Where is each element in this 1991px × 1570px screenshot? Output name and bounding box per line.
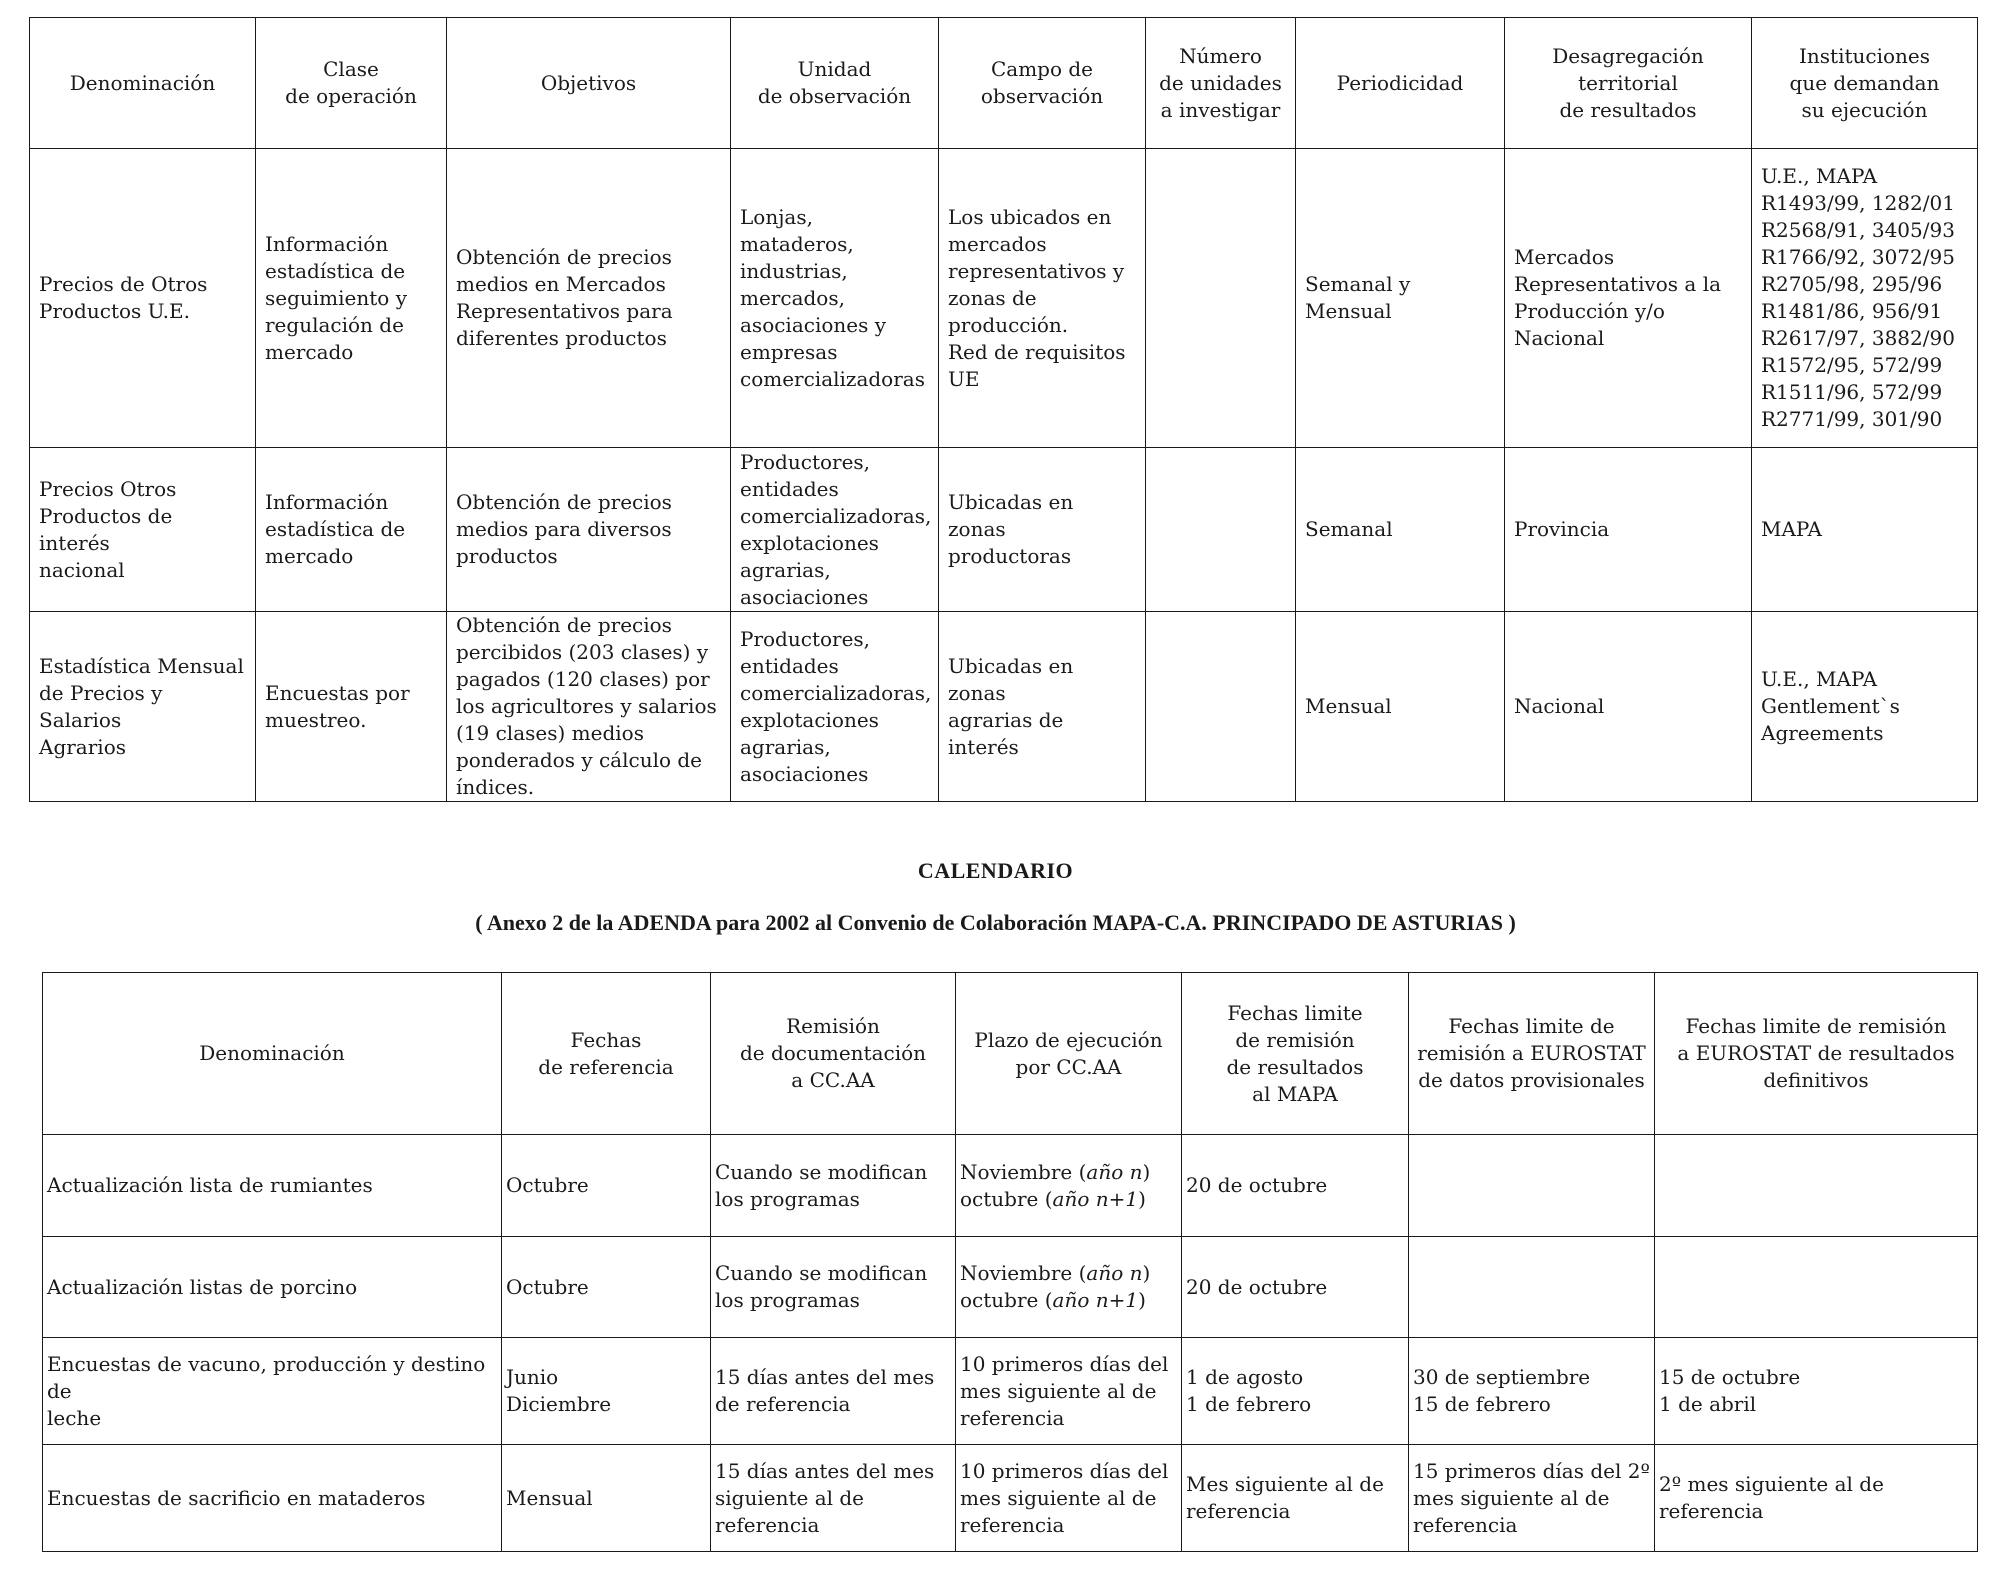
cell-denominacion: Precios Otros Productos de interés nacional bbox=[30, 448, 256, 612]
cell-periodicidad: Semanal y Mensual bbox=[1296, 149, 1505, 448]
cell-periodicidad: Mensual bbox=[1296, 612, 1505, 802]
header-fechas-limite-mapa: Fechas limite de remisión de resultados al MAPA bbox=[1182, 973, 1409, 1135]
cell-denominacion: Encuestas de sacrificio en mataderos bbox=[43, 1445, 502, 1552]
header-denominacion: Denominación bbox=[30, 18, 256, 149]
cell-limite-mapa: 20 de octubre bbox=[1182, 1237, 1409, 1338]
header-fechas-referencia: Fechas de referencia bbox=[502, 973, 711, 1135]
cell-plazo: 10 primeros días del mes siguiente al de referencia bbox=[956, 1445, 1182, 1552]
cell-campo: Los ubicados en mercados representativos y zonas de producción. Red de requisitos UE bbox=[939, 149, 1146, 448]
cell-denominacion: Actualización lista de rumiantes bbox=[43, 1135, 502, 1237]
cell-limite-provisionales bbox=[1409, 1237, 1655, 1338]
cell-denominacion: Actualización listas de porcino bbox=[43, 1237, 502, 1338]
cell-objetivos: Obtención de precios medios en Mercados Representativos para diferentes productos bbox=[447, 149, 731, 448]
cell-plazo: Noviembre (año n) octubre (año n+1) bbox=[956, 1237, 1182, 1338]
header-clase-operacion: Clase de operación bbox=[256, 18, 447, 149]
calendar-title: CALENDARIO bbox=[917, 858, 1074, 883]
cell-desagregacion: Nacional bbox=[1505, 612, 1752, 802]
cell-limite-mapa: 1 de agosto 1 de febrero bbox=[1182, 1338, 1409, 1445]
calendar-subtitle: ( Anexo 2 de la ADENDA para 2002 al Convenio de Colaboración MAPA-C.A. PRINCIPADO DE ASTURIAS ) bbox=[475, 910, 1516, 935]
cell-remision: Cuando se modifican los programas bbox=[711, 1237, 956, 1338]
statistics-operations-table bbox=[29, 17, 1978, 802]
cell-periodicidad: Semanal bbox=[1296, 448, 1505, 612]
table-row bbox=[43, 1445, 1978, 1552]
cell-numero bbox=[1146, 149, 1296, 448]
cell-clase: Información estadística de mercado bbox=[256, 448, 447, 612]
header-campo-observacion: Campo de observación bbox=[939, 18, 1146, 149]
cell-limite-mapa: 20 de octubre bbox=[1182, 1135, 1409, 1237]
cell-limite-provisionales: 30 de septiembre 15 de febrero bbox=[1409, 1338, 1655, 1445]
table-row bbox=[30, 149, 1978, 448]
cell-fechas-referencia: Junio Diciembre bbox=[502, 1338, 711, 1445]
cell-campo: Ubicadas en zonas productoras bbox=[939, 448, 1146, 612]
header-remision-documentacion: Remisión de documentación a CC.AA bbox=[711, 973, 956, 1135]
cell-limite-provisionales: 15 primeros días del 2º mes siguiente al de referencia bbox=[1409, 1445, 1655, 1552]
header-plazo-ejecucion: Plazo de ejecución por CC.AA bbox=[956, 973, 1182, 1135]
cell-clase: Encuestas por muestreo. bbox=[256, 612, 447, 802]
cell-instituciones: U.E., MAPA Gentlement`s Agreements bbox=[1752, 612, 1978, 802]
cell-clase: Información estadística de seguimiento y regulación de mercado bbox=[256, 149, 447, 448]
cell-campo: Ubicadas en zonas agrarias de interés bbox=[939, 612, 1146, 802]
cell-objetivos: Obtención de precios percibidos (203 clases) y pagados (120 clases) por los agricultores y salarios (19 clases) medios ponderados y cálculo de índices. bbox=[447, 612, 731, 802]
header-fechas-limite-definitivos: Fechas limite de remisión a EUROSTAT de resultados definitivos bbox=[1655, 973, 1978, 1135]
cell-limite-definitivos: 2º mes siguiente al de referencia bbox=[1655, 1445, 1978, 1552]
cell-plazo: Noviembre (año n) octubre (año n+1) bbox=[956, 1135, 1182, 1237]
cell-limite-mapa: Mes siguiente al de referencia bbox=[1182, 1445, 1409, 1552]
cell-desagregacion: Mercados Representativos a la Producción y/o Nacional bbox=[1505, 149, 1752, 448]
cell-remision: 15 días antes del mes de referencia bbox=[711, 1338, 956, 1445]
header-denominacion: Denominación bbox=[43, 973, 502, 1135]
cell-numero bbox=[1146, 612, 1296, 802]
cell-objetivos: Obtención de precios medios para diversos productos bbox=[447, 448, 731, 612]
cell-unidad: Productores, entidades comercializadoras, explotaciones agrarias, asociaciones bbox=[731, 448, 939, 612]
cell-unidad: Lonjas, mataderos, industrias, mercados, asociaciones y empresas comercializadoras bbox=[731, 149, 939, 448]
cell-instituciones: U.E., MAPA R1493/99, 1282/01 R2568/91, 3405/93 R1766/92, 3072/95 R2705/98, 295/96 R1481/86, 956/91 R2617/97, 3882/90 R1572/95, 572/99 R1511/96, 572/99 R2771/99, 301/90 bbox=[1752, 149, 1978, 448]
cell-limite-provisionales bbox=[1409, 1135, 1655, 1237]
table-row bbox=[30, 612, 1978, 802]
header-instituciones: Instituciones que demandan su ejecución bbox=[1752, 18, 1978, 149]
calendar-table bbox=[42, 972, 1978, 1552]
table-row bbox=[30, 448, 1978, 612]
cell-denominacion: Encuestas de vacuno, producción y destino de leche bbox=[43, 1338, 502, 1445]
cell-plazo: 10 primeros días del mes siguiente al de referencia bbox=[956, 1338, 1182, 1445]
table-row bbox=[43, 1237, 1978, 1338]
cell-fechas-referencia: Octubre bbox=[502, 1237, 711, 1338]
header-fechas-limite-provisionales: Fechas limite de remisión a EUROSTAT de datos provisionales bbox=[1409, 973, 1655, 1135]
cell-denominacion: Estadística Mensual de Precios y Salarios Agrarios bbox=[30, 612, 256, 802]
cell-desagregacion: Provincia bbox=[1505, 448, 1752, 612]
cell-denominacion: Precios de Otros Productos U.E. bbox=[30, 149, 256, 448]
cell-fechas-referencia: Mensual bbox=[502, 1445, 711, 1552]
table1-header-row bbox=[30, 18, 1978, 149]
header-objetivos: Objetivos bbox=[447, 18, 731, 149]
table-row bbox=[43, 1135, 1978, 1237]
cell-remision: 15 días antes del mes siguiente al de referencia bbox=[711, 1445, 956, 1552]
cell-unidad: Productores, entidades comercializadoras, explotaciones agrarias, asociaciones bbox=[731, 612, 939, 802]
table-row bbox=[43, 1338, 1978, 1445]
cell-fechas-referencia: Octubre bbox=[502, 1135, 711, 1237]
header-numero-unidades: Número de unidades a investigar bbox=[1146, 18, 1296, 149]
cell-limite-definitivos bbox=[1655, 1135, 1978, 1237]
header-desagregacion: Desagregación territorial de resultados bbox=[1505, 18, 1752, 149]
cell-limite-definitivos bbox=[1655, 1237, 1978, 1338]
cell-remision: Cuando se modifican los programas bbox=[711, 1135, 956, 1237]
cell-numero bbox=[1146, 448, 1296, 612]
header-periodicidad: Periodicidad bbox=[1296, 18, 1505, 149]
table2-header-row bbox=[43, 973, 1978, 1135]
cell-limite-definitivos: 15 de octubre 1 de abril bbox=[1655, 1338, 1978, 1445]
header-unidad-observacion: Unidad de observación bbox=[731, 18, 939, 149]
cell-instituciones: MAPA bbox=[1752, 448, 1978, 612]
